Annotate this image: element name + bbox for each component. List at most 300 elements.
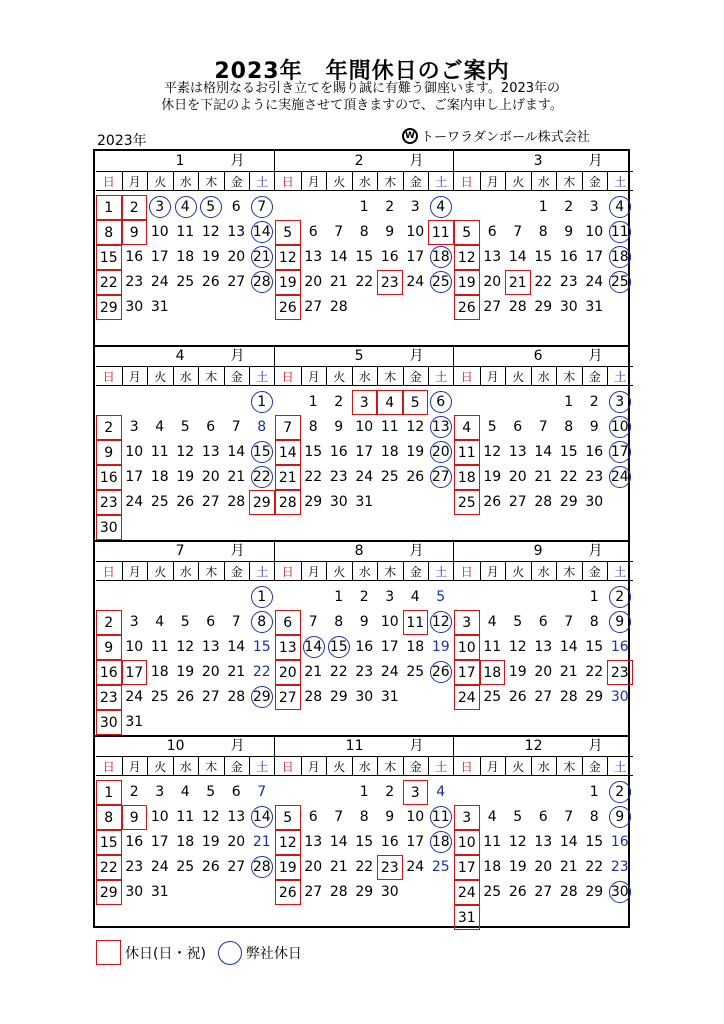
calendar-day: 31 bbox=[125, 714, 144, 730]
calendar-day: 13 bbox=[428, 415, 454, 440]
calendar-day: 7 bbox=[334, 224, 344, 240]
calendar-day: 8 bbox=[96, 805, 122, 830]
month-title bbox=[274, 541, 453, 561]
calendar-day: 8 bbox=[538, 224, 548, 240]
calendar-day: 7 bbox=[308, 614, 318, 630]
calendar-day: 29 bbox=[96, 295, 122, 320]
calendar-day: 29 bbox=[329, 689, 348, 705]
calendar-day: 11 bbox=[607, 220, 633, 245]
calendar-day: 3 bbox=[129, 419, 139, 435]
month-10 bbox=[95, 736, 274, 926]
month-label: 月 bbox=[588, 153, 603, 169]
calendar-grid bbox=[93, 149, 630, 928]
calendar-day: 30 bbox=[329, 494, 348, 510]
calendar-day: 2 bbox=[96, 610, 122, 635]
calendar-day: 15 bbox=[96, 830, 122, 855]
calendar-day: 1 bbox=[308, 394, 318, 410]
weekday-header: 水 bbox=[352, 561, 378, 581]
calendar-day: 10 bbox=[380, 614, 399, 630]
calendar-day: 23 bbox=[125, 274, 144, 290]
calendar-day: 27 bbox=[304, 884, 323, 900]
weekday-header: 火 bbox=[505, 366, 531, 386]
calendar-day: 10 bbox=[150, 224, 169, 240]
calendar-day: 20 bbox=[508, 469, 527, 485]
calendar-day: 14 bbox=[329, 834, 348, 850]
calendar-day: 6 bbox=[275, 610, 301, 635]
month-title bbox=[453, 541, 632, 561]
calendar-day: 11 bbox=[176, 224, 195, 240]
calendar-day: 4 bbox=[410, 589, 420, 605]
calendar-day: 29 bbox=[304, 494, 323, 510]
calendar-day: 5 bbox=[454, 220, 480, 245]
calendar-day: 9 bbox=[334, 419, 344, 435]
calendar-day: 29 bbox=[96, 880, 122, 905]
calendar-day: 16 bbox=[610, 834, 629, 850]
weekday-header: 木 bbox=[377, 171, 403, 191]
weekday-header: 日 bbox=[96, 756, 122, 776]
month-title bbox=[453, 151, 632, 171]
weekday-header: 日 bbox=[96, 561, 122, 581]
calendar-day: 5 bbox=[180, 419, 190, 435]
month-6 bbox=[453, 346, 632, 541]
calendar-day: 22 bbox=[355, 274, 374, 290]
weekday-header: 月 bbox=[480, 561, 506, 581]
calendar-day: 25 bbox=[607, 270, 633, 295]
calendar-day: 30 bbox=[355, 689, 374, 705]
calendar-day: 14 bbox=[301, 635, 327, 660]
calendar-day: 18 bbox=[428, 245, 454, 270]
calendar-day: 21 bbox=[252, 834, 271, 850]
calendar-day: 22 bbox=[585, 859, 604, 875]
calendar-day: 1 bbox=[359, 199, 369, 215]
calendar-day: 15 bbox=[96, 245, 122, 270]
calendar-day: 6 bbox=[231, 784, 241, 800]
calendar-day: 16 bbox=[355, 639, 374, 655]
calendar-day: 25 bbox=[431, 859, 450, 875]
calendar-day: 11 bbox=[150, 639, 169, 655]
calendar-day: 27 bbox=[534, 884, 553, 900]
calendar-day: 15 bbox=[304, 444, 323, 460]
calendar-day: 9 bbox=[96, 440, 122, 465]
calendar-day: 24 bbox=[150, 859, 169, 875]
calendar-day: 13 bbox=[275, 635, 301, 660]
weekday-header: 金 bbox=[582, 171, 608, 191]
calendar-day: 16 bbox=[125, 834, 144, 850]
calendar-day: 12 bbox=[483, 444, 502, 460]
weekday-header: 火 bbox=[326, 171, 352, 191]
calendar-day: 15 bbox=[249, 440, 275, 465]
calendar-day: 28 bbox=[508, 299, 527, 315]
calendar-day: 23 bbox=[585, 469, 604, 485]
month-title bbox=[95, 541, 274, 561]
weekday-header: 火 bbox=[147, 366, 173, 386]
calendar-day: 4 bbox=[487, 809, 497, 825]
calendar-day: 9 bbox=[564, 224, 574, 240]
calendar-day: 8 bbox=[564, 419, 574, 435]
month-label: 月 bbox=[409, 153, 424, 169]
calendar-day: 22 bbox=[559, 469, 578, 485]
calendar-day: 26 bbox=[176, 689, 195, 705]
weekday-header: 月 bbox=[122, 561, 148, 581]
weekday-header: 木 bbox=[556, 561, 582, 581]
calendar-day: 27 bbox=[227, 274, 246, 290]
weekday-header: 木 bbox=[556, 366, 582, 386]
calendar-day: 16 bbox=[380, 834, 399, 850]
weekday-header: 土 bbox=[607, 561, 633, 581]
calendar-day: 27 bbox=[227, 859, 246, 875]
calendar-day: 27 bbox=[428, 465, 454, 490]
calendar-day: 24 bbox=[125, 494, 144, 510]
calendar-day: 3 bbox=[454, 610, 480, 635]
calendar-day: 24 bbox=[406, 274, 425, 290]
calendar-day: 25 bbox=[483, 689, 502, 705]
calendar-day: 9 bbox=[359, 614, 369, 630]
calendar-day: 23 bbox=[610, 859, 629, 875]
weekday-header: 金 bbox=[224, 171, 250, 191]
month-4 bbox=[95, 346, 274, 541]
calendar-day: 26 bbox=[483, 494, 502, 510]
calendar-day: 14 bbox=[534, 444, 553, 460]
weekday-header: 土 bbox=[249, 366, 275, 386]
calendar-day: 17 bbox=[122, 660, 148, 685]
calendar-day: 3 bbox=[147, 195, 173, 220]
weekday-header: 火 bbox=[326, 756, 352, 776]
calendar-day: 20 bbox=[227, 834, 246, 850]
calendar-day: 9 bbox=[607, 805, 633, 830]
month-number: 6 bbox=[533, 348, 543, 364]
calendar-day: 23 bbox=[559, 274, 578, 290]
weekday-header: 土 bbox=[249, 756, 275, 776]
calendar-day: 16 bbox=[96, 660, 122, 685]
calendar-day: 8 bbox=[359, 809, 369, 825]
calendar-day: 26 bbox=[201, 274, 220, 290]
weekday-header: 日 bbox=[454, 561, 480, 581]
calendar-day: 24 bbox=[454, 880, 480, 905]
intro-line-1: 平素は格別なるお引き立てを賜り誠に有難う御座います。2023年の bbox=[163, 81, 561, 96]
weekday-header: 水 bbox=[173, 561, 199, 581]
month-number: 4 bbox=[175, 348, 185, 364]
calendar-day: 16 bbox=[380, 249, 399, 265]
calendar-day: 11 bbox=[428, 805, 454, 830]
calendar-day: 11 bbox=[403, 610, 429, 635]
company-name-text: トーワラダンボール株式会社 bbox=[421, 130, 590, 145]
calendar-day: 15 bbox=[252, 639, 271, 655]
weekday-header: 土 bbox=[428, 756, 454, 776]
calendar-day: 20 bbox=[483, 274, 502, 290]
calendar-day: 4 bbox=[377, 390, 403, 415]
calendar-day: 4 bbox=[454, 415, 480, 440]
weekday-header: 日 bbox=[454, 366, 480, 386]
month-number: 2 bbox=[354, 153, 364, 169]
calendar-day: 19 bbox=[454, 270, 480, 295]
month-title bbox=[95, 346, 274, 366]
calendar-day: 22 bbox=[96, 855, 122, 880]
calendar-day: 23 bbox=[329, 469, 348, 485]
calendar-day: 21 bbox=[249, 245, 275, 270]
month-number: 12 bbox=[524, 738, 543, 754]
calendar-day: 19 bbox=[275, 855, 301, 880]
calendar-day: 25 bbox=[150, 689, 169, 705]
calendar-day: 5 bbox=[487, 419, 497, 435]
calendar-day: 22 bbox=[355, 859, 374, 875]
calendar-day: 4 bbox=[607, 195, 633, 220]
month-label: 月 bbox=[409, 348, 424, 364]
calendar-day: 9 bbox=[96, 635, 122, 660]
weekday-header: 水 bbox=[531, 366, 557, 386]
calendar-day: 3 bbox=[385, 589, 395, 605]
calendar-day: 21 bbox=[329, 274, 348, 290]
calendar-day: 10 bbox=[355, 419, 374, 435]
calendar-day: 4 bbox=[180, 784, 190, 800]
calendar-day: 21 bbox=[559, 664, 578, 680]
calendar-day: 10 bbox=[150, 809, 169, 825]
calendar-day: 4 bbox=[487, 614, 497, 630]
calendar-day: 2 bbox=[385, 784, 395, 800]
calendar-day: 15 bbox=[559, 444, 578, 460]
month-label: 月 bbox=[230, 348, 245, 364]
calendar-day: 6 bbox=[308, 809, 318, 825]
weekday-header: 木 bbox=[556, 171, 582, 191]
weekday-header: 月 bbox=[301, 171, 327, 191]
calendar-day: 22 bbox=[534, 274, 553, 290]
legend-holiday: 休日(日・祝) bbox=[125, 945, 206, 962]
calendar-day: 4 bbox=[428, 195, 454, 220]
calendar-day: 25 bbox=[483, 884, 502, 900]
calendar-day: 24 bbox=[406, 859, 425, 875]
calendar-day: 14 bbox=[329, 249, 348, 265]
calendar-day: 26 bbox=[508, 689, 527, 705]
weekday-header: 土 bbox=[249, 561, 275, 581]
calendar-day: 3 bbox=[454, 805, 480, 830]
calendar-day: 9 bbox=[122, 220, 148, 245]
weekday-header: 火 bbox=[505, 171, 531, 191]
calendar-day: 28 bbox=[227, 689, 246, 705]
legend-company-holiday: 弊社休日 bbox=[245, 945, 302, 962]
weekday-header: 金 bbox=[403, 171, 429, 191]
intro-text bbox=[0, 80, 724, 114]
month-number: 11 bbox=[345, 738, 364, 754]
calendar-day: 13 bbox=[534, 639, 553, 655]
calendar-day: 8 bbox=[249, 610, 275, 635]
calendar-day: 14 bbox=[227, 639, 246, 655]
weekday-header: 金 bbox=[224, 756, 250, 776]
calendar-day: 24 bbox=[454, 685, 480, 710]
weekday-header: 土 bbox=[428, 561, 454, 581]
calendar-day: 18 bbox=[176, 249, 195, 265]
weekday-header: 木 bbox=[198, 561, 224, 581]
weekday-header: 火 bbox=[326, 366, 352, 386]
month-number: 5 bbox=[354, 348, 364, 364]
calendar-day: 24 bbox=[607, 465, 633, 490]
calendar-day: 3 bbox=[403, 780, 429, 805]
calendar-day: 7 bbox=[513, 224, 523, 240]
calendar-day: 12 bbox=[201, 809, 220, 825]
weekday-header: 木 bbox=[556, 756, 582, 776]
calendar-day: 1 bbox=[249, 390, 275, 415]
calendar-day: 7 bbox=[249, 195, 275, 220]
weekday-header: 月 bbox=[480, 171, 506, 191]
calendar-day: 5 bbox=[198, 195, 224, 220]
calendar-day: 29 bbox=[585, 689, 604, 705]
calendar-day: 1 bbox=[359, 784, 369, 800]
calendar-day: 21 bbox=[275, 465, 301, 490]
calendar-day: 8 bbox=[257, 419, 267, 435]
month-title bbox=[274, 346, 453, 366]
calendar-day: 7 bbox=[231, 419, 241, 435]
calendar-day: 23 bbox=[125, 859, 144, 875]
weekday-header: 月 bbox=[122, 171, 148, 191]
calendar-day: 17 bbox=[150, 834, 169, 850]
month-label: 月 bbox=[230, 153, 245, 169]
calendar-day: 11 bbox=[483, 639, 502, 655]
calendar-day: 22 bbox=[585, 664, 604, 680]
calendar-day: 21 bbox=[559, 859, 578, 875]
month-7 bbox=[95, 541, 274, 736]
weekday-header: 水 bbox=[352, 756, 378, 776]
calendar-day: 2 bbox=[122, 195, 148, 220]
calendar-day: 18 bbox=[176, 834, 195, 850]
weekday-header: 土 bbox=[428, 171, 454, 191]
calendar-day: 12 bbox=[508, 639, 527, 655]
calendar-day: 23 bbox=[607, 660, 633, 685]
calendar-day: 31 bbox=[454, 905, 480, 930]
weekday-header: 水 bbox=[173, 756, 199, 776]
month-title bbox=[453, 346, 632, 366]
calendar-day: 19 bbox=[431, 639, 450, 655]
weekday-header: 日 bbox=[454, 171, 480, 191]
calendar-day: 2 bbox=[334, 394, 344, 410]
calendar-day: 6 bbox=[206, 419, 216, 435]
calendar-day: 1 bbox=[334, 589, 344, 605]
calendar-day: 3 bbox=[589, 199, 599, 215]
weekday-header: 日 bbox=[275, 366, 301, 386]
calendar-day: 25 bbox=[454, 490, 480, 515]
calendar-day: 12 bbox=[406, 419, 425, 435]
calendar-day: 27 bbox=[275, 685, 301, 710]
calendar-day: 30 bbox=[607, 880, 633, 905]
calendar-day: 27 bbox=[508, 494, 527, 510]
calendar-day: 26 bbox=[201, 859, 220, 875]
calendar-day: 5 bbox=[513, 614, 523, 630]
calendar-day: 19 bbox=[201, 834, 220, 850]
company-name bbox=[402, 126, 590, 145]
calendar-day: 11 bbox=[454, 440, 480, 465]
calendar-day: 5 bbox=[513, 809, 523, 825]
calendar-day: 16 bbox=[610, 639, 629, 655]
calendar-day: 29 bbox=[249, 685, 275, 710]
month-number: 10 bbox=[166, 738, 185, 754]
calendar-day: 11 bbox=[380, 419, 399, 435]
weekday-header: 火 bbox=[147, 561, 173, 581]
calendar-day: 27 bbox=[201, 494, 220, 510]
calendar-day: 26 bbox=[406, 469, 425, 485]
calendar-day: 5 bbox=[206, 784, 216, 800]
calendar-day: 30 bbox=[380, 884, 399, 900]
weekday-header: 金 bbox=[582, 756, 608, 776]
calendar-day: 31 bbox=[355, 494, 374, 510]
calendar-day: 25 bbox=[150, 494, 169, 510]
calendar-day: 3 bbox=[607, 390, 633, 415]
calendar-day: 13 bbox=[227, 224, 246, 240]
calendar-day: 30 bbox=[585, 494, 604, 510]
weekday-header: 金 bbox=[582, 561, 608, 581]
calendar-day: 28 bbox=[559, 884, 578, 900]
year-label: 2023年 bbox=[97, 133, 147, 149]
calendar-day: 27 bbox=[534, 689, 553, 705]
calendar-day: 19 bbox=[176, 664, 195, 680]
calendar-day: 4 bbox=[155, 614, 165, 630]
calendar-day: 13 bbox=[508, 444, 527, 460]
weekday-header: 土 bbox=[607, 756, 633, 776]
calendar-day: 10 bbox=[125, 444, 144, 460]
calendar-day: 20 bbox=[201, 469, 220, 485]
weekday-header: 水 bbox=[352, 366, 378, 386]
calendar-day: 21 bbox=[227, 664, 246, 680]
calendar-day: 7 bbox=[231, 614, 241, 630]
month-2 bbox=[274, 151, 453, 346]
calendar-day: 30 bbox=[96, 515, 122, 540]
calendar-day: 6 bbox=[538, 614, 548, 630]
calendar-day: 10 bbox=[406, 224, 425, 240]
weekday-header: 月 bbox=[301, 756, 327, 776]
intro-line-2: 休日を下記のように実施させて頂きますので、ご案内申し上げます。 bbox=[161, 98, 563, 113]
weekday-header: 木 bbox=[377, 756, 403, 776]
calendar-day: 16 bbox=[329, 444, 348, 460]
calendar-day: 17 bbox=[607, 440, 633, 465]
month-number: 9 bbox=[533, 543, 543, 559]
calendar-day: 31 bbox=[585, 299, 604, 315]
calendar-day: 19 bbox=[201, 249, 220, 265]
calendar-day: 2 bbox=[96, 415, 122, 440]
calendar-day: 5 bbox=[436, 589, 446, 605]
month-title bbox=[95, 736, 274, 756]
calendar-day: 15 bbox=[355, 834, 374, 850]
calendar-day: 14 bbox=[249, 220, 275, 245]
calendar-day: 2 bbox=[359, 589, 369, 605]
calendar-day: 1 bbox=[589, 784, 599, 800]
calendar-day: 28 bbox=[559, 689, 578, 705]
calendar-day: 15 bbox=[326, 635, 352, 660]
calendar-day: 14 bbox=[508, 249, 527, 265]
calendar-day: 26 bbox=[508, 884, 527, 900]
calendar-day: 1 bbox=[96, 195, 122, 220]
month-number: 3 bbox=[533, 153, 543, 169]
calendar-day: 12 bbox=[176, 639, 195, 655]
calendar-day: 14 bbox=[249, 805, 275, 830]
weekday-header: 日 bbox=[275, 756, 301, 776]
calendar-day: 31 bbox=[150, 884, 169, 900]
calendar-day: 14 bbox=[559, 639, 578, 655]
calendar-day: 12 bbox=[454, 245, 480, 270]
calendar-day: 17 bbox=[406, 834, 425, 850]
weekday-header: 金 bbox=[224, 366, 250, 386]
weekday-header: 日 bbox=[275, 561, 301, 581]
calendar-day: 13 bbox=[201, 639, 220, 655]
calendar-day: 20 bbox=[304, 859, 323, 875]
month-number: 8 bbox=[354, 543, 364, 559]
calendar-day: 7 bbox=[564, 614, 574, 630]
month-number: 7 bbox=[175, 543, 185, 559]
calendar-day: 30 bbox=[125, 884, 144, 900]
weekday-header: 土 bbox=[607, 366, 633, 386]
calendar-day: 18 bbox=[150, 469, 169, 485]
month-3 bbox=[453, 151, 632, 346]
calendar-day: 7 bbox=[275, 415, 301, 440]
weekday-header: 水 bbox=[173, 171, 199, 191]
holiday-box-icon bbox=[96, 940, 121, 965]
calendar-day: 25 bbox=[176, 274, 195, 290]
calendar-day: 19 bbox=[406, 444, 425, 460]
